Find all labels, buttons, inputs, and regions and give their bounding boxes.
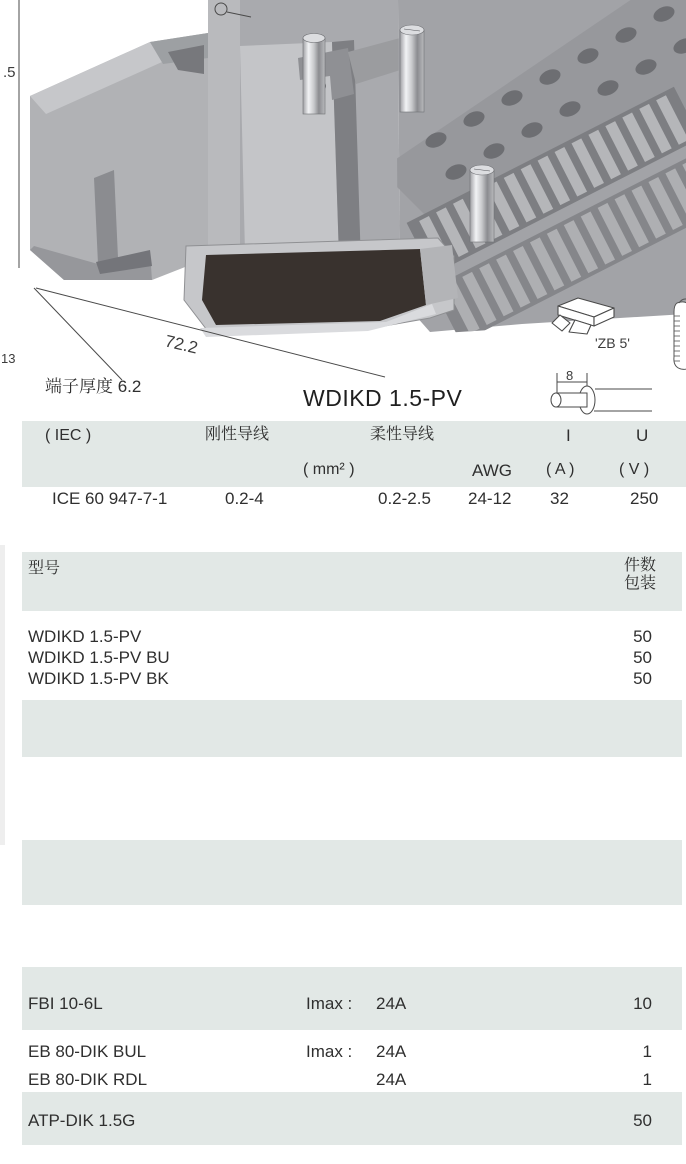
screwdriver-icon bbox=[674, 299, 686, 369]
imax-value: 24A bbox=[376, 994, 407, 1013]
imax-label: Imax : bbox=[306, 994, 353, 1013]
empty-band bbox=[22, 840, 682, 905]
qty-col-header bbox=[520, 557, 656, 593]
product-photo bbox=[0, 0, 686, 430]
spec-col-iec: ( IEC ) bbox=[45, 427, 92, 444]
spec-flexible-range: 0.2-2.5 bbox=[378, 489, 431, 508]
spec-col-rigid: 刚性导线 bbox=[205, 426, 270, 443]
terminal-block-photo bbox=[30, 0, 686, 343]
zb5-marker-label: 'ZB 5' bbox=[595, 335, 630, 351]
pack-qty: 50 bbox=[633, 627, 652, 646]
width-dim-label: 72.2 bbox=[163, 331, 200, 358]
pack-qty: 50 bbox=[633, 1111, 652, 1130]
pack-qty: 50 bbox=[633, 648, 652, 667]
height-dim-label: .5 bbox=[3, 64, 16, 81]
pack-qty: 50 bbox=[633, 669, 652, 688]
pack-qty: 10 bbox=[633, 994, 652, 1013]
qty-header-line2: 包装 bbox=[623, 575, 656, 592]
strip-length-label: 8 bbox=[566, 368, 574, 383]
din-rail-foot bbox=[184, 238, 458, 337]
accessory-model: EB 80-DIK RDL bbox=[28, 1070, 148, 1089]
model-col-header: 型号 bbox=[28, 560, 61, 577]
pack-qty: 1 bbox=[642, 1042, 652, 1061]
spec-col-amps: ( A ) bbox=[546, 461, 575, 478]
spec-col-voltage: U bbox=[636, 426, 649, 445]
spec-col-awg: AWG bbox=[472, 461, 512, 480]
empty-band bbox=[22, 700, 682, 757]
spec-awg-range: 24-12 bbox=[468, 489, 512, 508]
model-name: WDIKD 1.5-PV BK bbox=[28, 669, 169, 688]
scan-artifact bbox=[0, 545, 5, 845]
pack-qty: 1 bbox=[642, 1070, 652, 1089]
margin-note: 13 bbox=[1, 351, 16, 366]
spec-current-value: 32 bbox=[550, 489, 569, 508]
imax-value: 24A bbox=[376, 1070, 407, 1089]
qty-header-line1: 件数 bbox=[623, 557, 656, 574]
spec-col-flexible: 柔性导线 bbox=[370, 426, 435, 443]
accessory-model: FBI 10-6L bbox=[28, 994, 103, 1013]
accessory-model: ATP-DIK 1.5G bbox=[28, 1111, 136, 1130]
spec-col-volts: ( V ) bbox=[619, 461, 650, 478]
model-name: WDIKD 1.5-PV BU bbox=[28, 648, 170, 667]
spec-standard: ICE 60 947-7-1 bbox=[52, 489, 168, 508]
accessory-model: EB 80-DIK BUL bbox=[28, 1042, 147, 1061]
model-name: WDIKD 1.5-PV bbox=[28, 627, 142, 646]
thickness-note: 端子厚度 6.2 bbox=[45, 377, 142, 396]
page-title: WDIKD 1.5-PV bbox=[303, 385, 463, 411]
spec-col-current: I bbox=[566, 426, 571, 445]
imax-label: Imax : bbox=[306, 1042, 353, 1061]
spec-rigid-range: 0.2-4 bbox=[225, 489, 264, 508]
spec-voltage-value: 250 bbox=[630, 489, 659, 508]
imax-value: 24A bbox=[376, 1042, 407, 1061]
spec-col-mm2: ( mm² ) bbox=[303, 461, 355, 478]
